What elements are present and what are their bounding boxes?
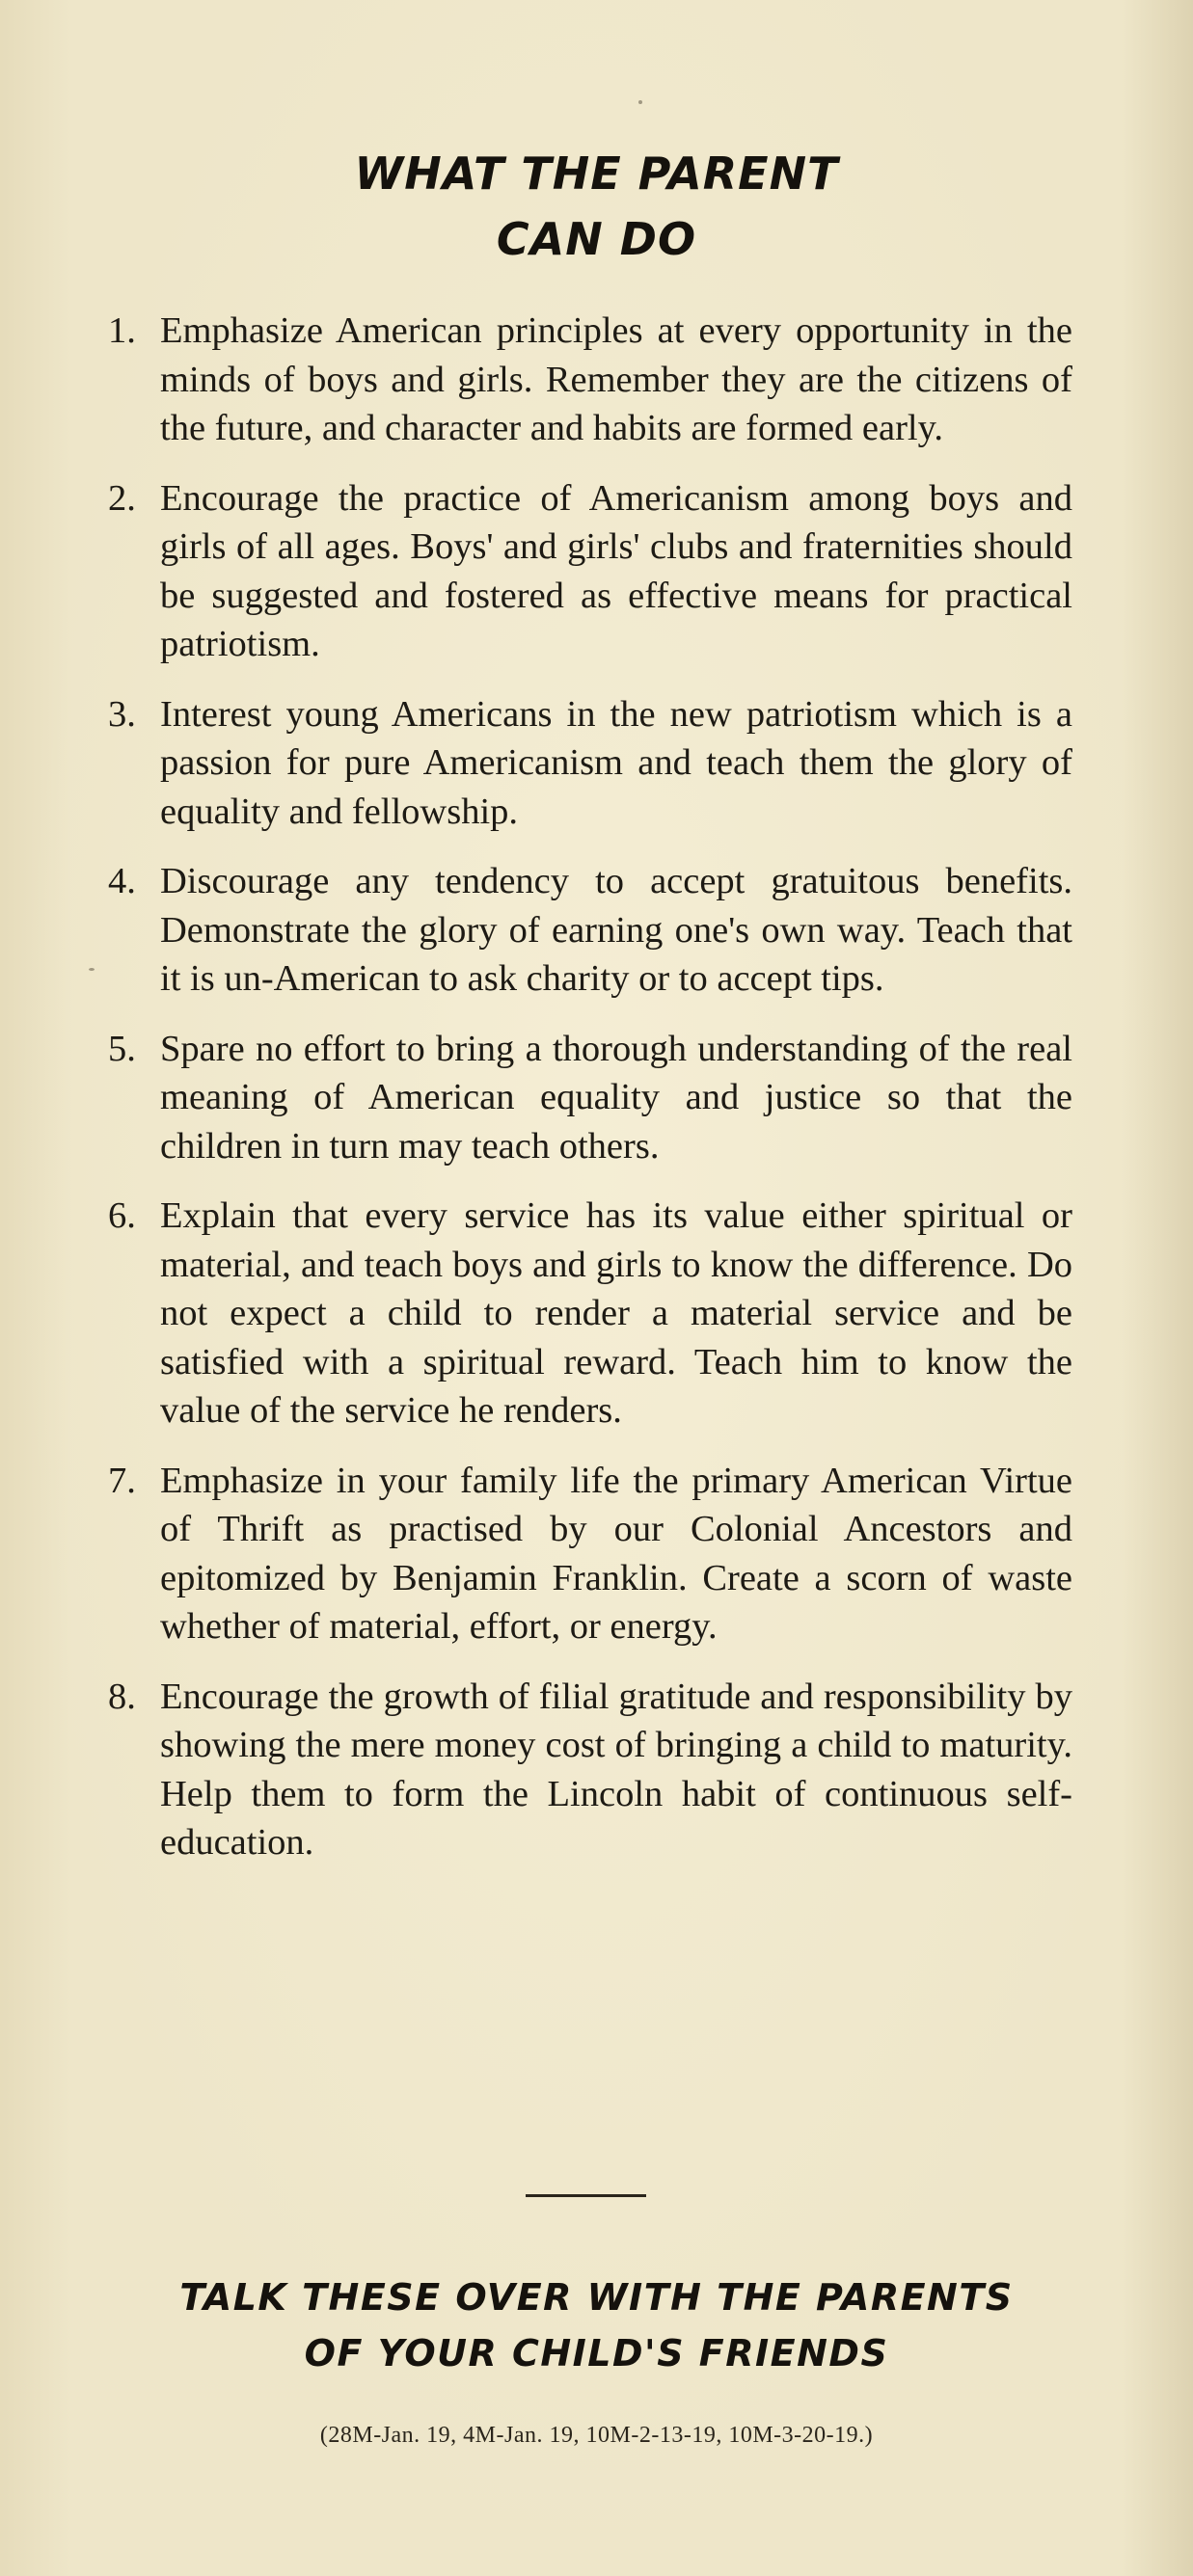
list-item bbox=[108, 1192, 1072, 1436]
item-number: 7. bbox=[108, 1460, 136, 1501]
page-title-line-1: WHAT THE PARENT bbox=[354, 148, 839, 200]
list-item bbox=[108, 1025, 1072, 1171]
list-item bbox=[108, 857, 1072, 1004]
list-item bbox=[108, 307, 1072, 453]
closing-line-1: TALK THESE OVER WITH THE PARENTS bbox=[179, 2276, 1014, 2319]
item-text: Discourage any tendency to accept gratuitous benefits. Demonstrate the glory of earning one's own way. Teach that it is un-American to ask charity or to accept tips. bbox=[160, 861, 1072, 999]
item-text: Interest young Americans in the new patriotism which is a passion for pure Americanism and teach them the glory of equality and fellowship. bbox=[160, 693, 1072, 832]
list-item bbox=[108, 1457, 1072, 1651]
print-run-footnote: (28M-Jan. 19, 4M-Jan. 19, 10M-2-13-19, 10M-3-20-19.) bbox=[319, 2423, 874, 2448]
recommendation-list bbox=[108, 307, 1072, 1889]
item-text: Encourage the growth of filial gratitude and responsibility by showing the mere money cost of bringing a child to maturity. Help them to form the Lincoln habit of continuous self-education. bbox=[160, 1676, 1072, 1863]
section-divider bbox=[526, 2194, 646, 2197]
page-title-line-2: CAN DO bbox=[496, 213, 697, 265]
item-text: Encourage the practice of Americanism among boys and girls of all ages. Boys' and girls' clubs and fraternities should be suggested and fostered as effective means for practical patriotism. bbox=[160, 477, 1072, 664]
closing-line-2: OF YOUR CHILD'S FRIENDS bbox=[304, 2332, 889, 2375]
item-number: 2. bbox=[108, 477, 136, 519]
item-number: 6. bbox=[108, 1195, 136, 1236]
item-number: 8. bbox=[108, 1676, 136, 1717]
paper-speck bbox=[638, 100, 642, 104]
item-number: 5. bbox=[108, 1028, 136, 1069]
item-number: 4. bbox=[108, 861, 136, 901]
list-item bbox=[108, 474, 1072, 669]
list-item bbox=[108, 1673, 1072, 1867]
list-item bbox=[108, 690, 1072, 837]
item-text: Spare no effort to bring a thorough understanding of the real meaning of American equality and justice so that the children in turn may teach others. bbox=[160, 1028, 1072, 1167]
item-text: Emphasize American principles at every opportunity in the minds of boys and girls. Remember they are the citizens of the future, and character and habits are formed early. bbox=[160, 310, 1072, 448]
item-text: Emphasize in your family life the primary American Virtue of Thrift as practised by our Colonial Ancestors and epitomized by Benjamin Franklin. Create a scorn of waste whether of material, effort, or energy. bbox=[160, 1460, 1072, 1647]
item-text: Explain that every service has its value either spiritual or material, and teach boys and girls to know the difference. Do not expect a child to render a material service and be satisfied with a spiritual reward. Teach him to know the value of the service he renders. bbox=[160, 1195, 1072, 1431]
paper-speck bbox=[89, 968, 95, 971]
item-number: 1. bbox=[108, 310, 136, 351]
item-number: 3. bbox=[108, 693, 136, 735]
